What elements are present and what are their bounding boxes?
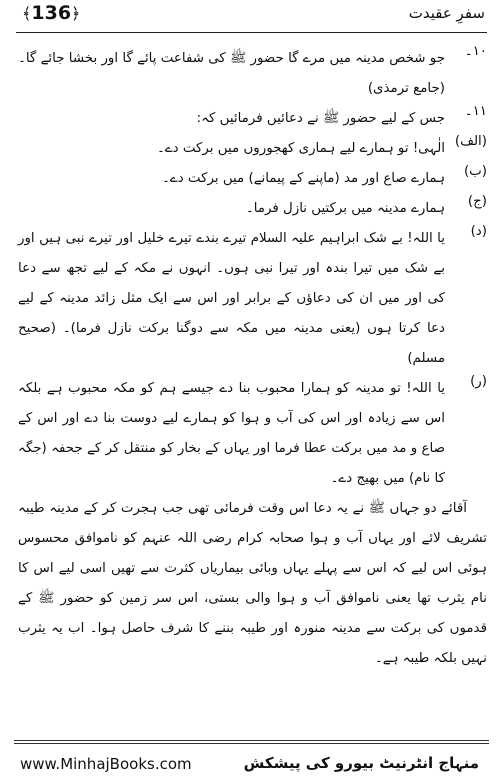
paragraph-text: آقائے دو جہاں ﷺ نے یہ دعا اس وقت فرمائی تھی جب ہجرت کر کے مدینہ طیبہ تشریف لائے اور یہاں آب و ہوا صحابہ کرام رضی اللہ عنہم کو ناموافق محسوس ہوئی اس لیے کہ اس سے پہلے یہاں وبائی بیماریاں کثرت سے تھیں اسی لیے اس کا نام یثرب تھا یعنی ناموافق آب و ہوا والی بستی، اس سر زمین کو حضور ﷺ کے قدموں کی برکت سے مدینہ منورہ اور طیبہ بننے کا شرف حاصل ہوا۔ اب یہ یثرب نہیں بلکہ طیبہ ہے۔ [18, 501, 487, 666]
page-footer [0, 752, 503, 778]
paragraph-text: ہمارے صاع اور مد (ماپنے کے پیمانے) میں برکت دے۔ [162, 171, 445, 186]
footer-label: منہاج انٹرنیٹ بیورو کی پیشکش [243, 754, 479, 772]
paragraph-jeem [18, 194, 487, 224]
page-body [18, 44, 487, 674]
paragraph-daal [18, 224, 487, 374]
paragraph-10 [18, 44, 487, 104]
paragraph-marker: ۱۱۔ [464, 104, 487, 119]
paragraph-ray [18, 374, 487, 494]
paragraph-closing [18, 494, 487, 674]
paragraph-marker: (ج) [467, 194, 487, 209]
paragraph-marker: (الف) [454, 134, 487, 149]
header-rule [16, 32, 487, 33]
page-number: ﴾136﴿ [22, 2, 81, 24]
book-title: سفرِ عقیدت [408, 4, 485, 22]
paragraph-marker: (د) [470, 224, 487, 239]
page-header [0, 0, 503, 30]
paragraph-text: الٰہی! تو ہمارے لیے ہماری کھجوروں میں برکت دے۔ [156, 141, 445, 156]
footer-rule [0, 740, 503, 744]
paragraph-alif [18, 134, 487, 164]
paragraph-text: جو شخص مدینہ میں مرے گا حضور ﷺ کی شفاعت پائے گا اور بخشا جائے گا۔ (جامع ترمذی) [18, 51, 445, 96]
paragraph-marker: (ر) [470, 374, 487, 389]
paragraph-text: جس کے لیے حضور ﷺ نے دعائیں فرمائیں کہ: [196, 111, 445, 126]
paragraph-marker: (ب) [463, 164, 487, 179]
paragraph-text: یا اللہ! بے شک ابراہیم علیہ السلام تیرے بندے تیرے خلیل اور تیرے نبی ہیں اور بے شک میں تیرا بندہ اور تیرا نبی ہوں۔ انہوں نے مکہ کے لیے تجھ سے دعا کی اور میں ان کی دعاؤں کے برابر اور اس سے ایک مثل زائد مدینہ کے لیے دعا کرتا ہوں (یعنی مدینہ میں مکہ سے دوگنا برکت نازل فرما)۔ (صحیح مسلم) [18, 231, 445, 366]
paragraph-marker: ۱۰۔ [464, 44, 487, 59]
footer-url: www.MinhajBooks.com [20, 755, 192, 773]
paragraph-text: ہمارے مدینہ میں برکتیں نازل فرما۔ [245, 201, 445, 216]
paragraph-bay [18, 164, 487, 194]
paragraph-text: یا اللہ! تو مدینہ کو ہمارا محبوب بنا دے جیسے ہم کو مکہ محبوب ہے بلکہ اس سے زیادہ اور اس کی آب و ہوا کو ہمارے لیے دوست بنا دے اور اس کے صاع و مد میں برکت عطا فرما اور یہاں کے بخار کو منتقل کر کے جحفہ (جگہ کا نام) میں بھیج دے۔ [18, 381, 445, 486]
paragraph-11 [18, 104, 487, 134]
